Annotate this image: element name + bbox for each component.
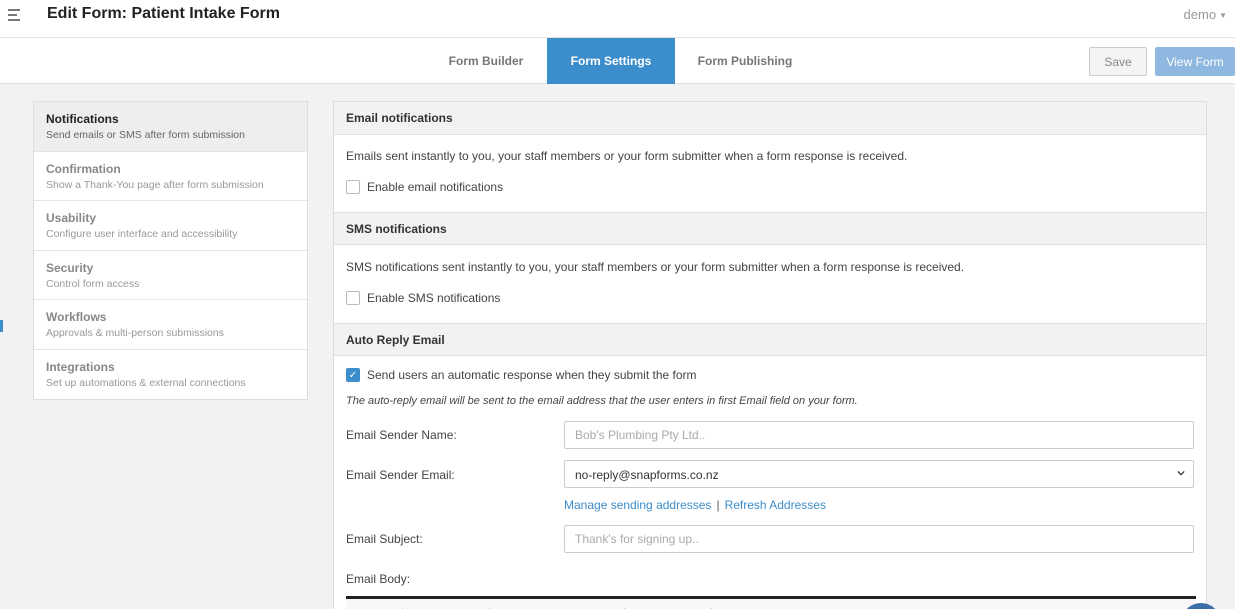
settings-sidebar <box>33 101 308 400</box>
caret-down-icon: ▼ <box>1219 11 1227 21</box>
sidebar-item-subtitle: Control form access <box>46 277 140 290</box>
user-menu[interactable] <box>1184 7 1227 22</box>
sidebar-item-subtitle: Approvals & multi-person submissions <box>46 327 224 339</box>
sidebar-item-title: Usability <box>46 211 97 225</box>
email-subject-label: Email Subject: <box>346 532 423 546</box>
sidebar-item-integrations[interactable] <box>34 350 307 400</box>
menu-icon[interactable] <box>8 9 22 21</box>
view-form-button[interactable]: View Form <box>1155 47 1235 76</box>
save-button[interactable]: Save <box>1089 47 1147 76</box>
checkmark-icon: ✓ <box>348 369 358 381</box>
enable-email-notifications-label: Enable email notifications <box>367 180 504 194</box>
email-subject-input[interactable] <box>564 525 1194 553</box>
sidebar-item-security[interactable] <box>34 251 307 301</box>
auto-reply-header: Auto Reply Email <box>334 323 1206 356</box>
sender-email-value: no-reply@snapforms.co.nz <box>575 468 719 482</box>
page-title: Edit Form: Patient Intake Form <box>47 5 280 22</box>
sidebar-item-subtitle: Send emails or SMS after form submission <box>46 129 245 141</box>
sender-name-label: Email Sender Name: <box>346 428 457 442</box>
sidebar-item-notifications[interactable] <box>34 102 307 152</box>
sidebar-item-workflows[interactable] <box>34 300 307 350</box>
sidebar-item-confirmation[interactable] <box>34 152 307 202</box>
auto-reply-row[interactable] <box>346 368 697 382</box>
sidebar-item-subtitle: Set up automations & external connections <box>46 376 246 389</box>
enable-sms-notifications-checkbox[interactable] <box>346 291 360 305</box>
tab-bar <box>0 38 1235 84</box>
chevron-down-icon <box>1177 469 1185 477</box>
sidebar-item-title: Integrations <box>46 359 115 374</box>
tab-form-settings[interactable]: Form Settings <box>547 38 675 84</box>
manage-sending-addresses-link[interactable]: Manage sending addresses <box>564 498 712 512</box>
sidebar-item-title: Workflows <box>46 310 107 324</box>
sender-email-select[interactable] <box>564 460 1194 488</box>
enable-email-notifications-row[interactable] <box>346 180 503 194</box>
enable-email-notifications-checkbox[interactable] <box>346 180 360 194</box>
sender-name-input[interactable] <box>564 421 1194 449</box>
tab-form-publishing[interactable]: Form Publishing <box>697 54 793 68</box>
notifications-panel <box>333 101 1207 609</box>
left-edge-indicator <box>0 320 3 332</box>
sms-notifications-header: SMS notifications <box>334 212 1206 245</box>
sender-address-links <box>564 498 826 512</box>
refresh-addresses-link[interactable]: Refresh Addresses <box>724 498 826 512</box>
link-separator: | <box>716 498 720 512</box>
user-name: demo <box>1183 7 1217 22</box>
email-notifications-description: Emails sent instantly to you, your staff members or your form submitter when a form response is received. <box>346 149 908 163</box>
email-body-label: Email Body: <box>346 572 411 586</box>
sidebar-item-usability[interactable] <box>34 201 307 251</box>
tab-form-builder[interactable]: Form Builder <box>448 54 524 68</box>
sidebar-item-title: Security <box>46 260 94 275</box>
email-body-editor-toolbar <box>346 596 1196 609</box>
email-notifications-header: Email notifications <box>334 102 1206 135</box>
auto-reply-note: The auto-reply email will be sent to the email address that the user enters in first Email field on your form. <box>346 395 858 407</box>
auto-reply-label: Send users an automatic response when they submit the form <box>367 368 697 382</box>
top-bar <box>0 0 1235 38</box>
sender-email-label: Email Sender Email: <box>346 468 455 482</box>
enable-sms-notifications-label: Enable SMS notifications <box>367 291 501 305</box>
sms-notifications-description: SMS notifications sent instantly to you, your staff members or your form submitter when a form response is received. <box>346 260 965 274</box>
sidebar-item-subtitle: Show a Thank-You page after form submission <box>46 178 264 191</box>
sidebar-item-title: Notifications <box>46 112 119 126</box>
auto-reply-checkbox[interactable] <box>346 368 360 382</box>
sidebar-item-subtitle: Configure user interface and accessibility <box>46 228 238 240</box>
enable-sms-notifications-row[interactable] <box>346 291 500 305</box>
sidebar-item-title: Confirmation <box>46 161 121 176</box>
